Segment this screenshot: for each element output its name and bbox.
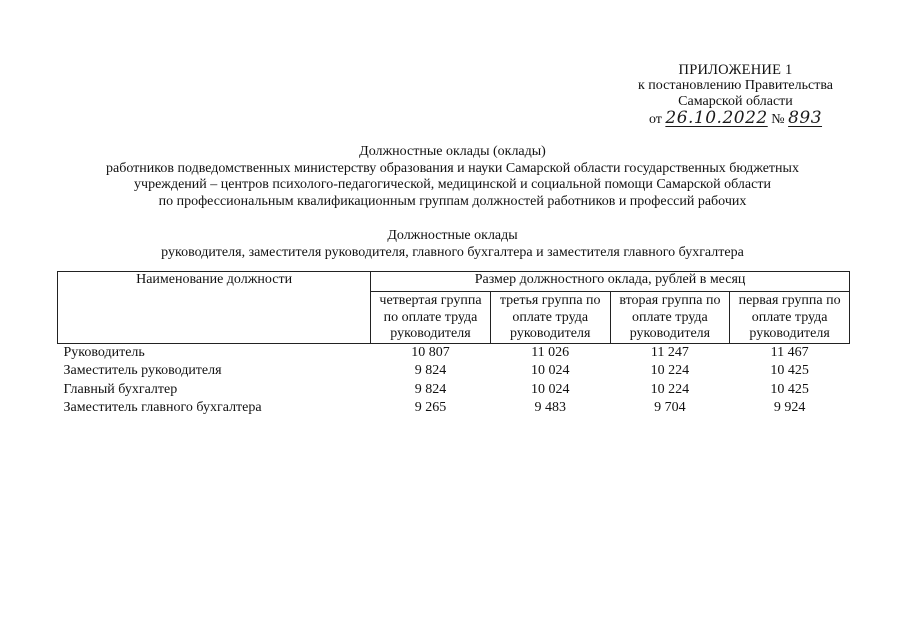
table-row	[58, 362, 850, 381]
row-position-name: Заместитель главного бухгалтера	[63, 400, 262, 415]
table-subtitle	[0, 227, 905, 261]
number-sign: №	[771, 112, 785, 127]
appendix-block	[638, 62, 833, 128]
row-value: 11 247	[650, 344, 689, 360]
row-value: 9 483	[534, 400, 566, 415]
date-prefix: от	[648, 112, 662, 127]
header-group-2: вторая группа по оплате труда руководителя	[610, 292, 730, 344]
table-row	[58, 343, 850, 362]
header-group-1: первая группа по оплате труда руководителя	[730, 292, 850, 344]
header-position-name: Наименование должности	[58, 272, 371, 344]
row-value: 9 265	[414, 400, 447, 415]
header-salary-size: Размер должностного оклада, рублей в месяц	[371, 272, 850, 292]
appendix-title: ПРИЛОЖЕНИЕ 1	[678, 62, 793, 78]
header-group-4: четвертая группа по оплате труда руководителя	[371, 292, 491, 344]
document-title	[0, 144, 905, 210]
row-value: 11 026	[531, 344, 570, 360]
row-position-name: Заместитель руководителя	[63, 363, 222, 378]
row-value: 11 467	[770, 344, 809, 360]
row-position-name: Главный бухгалтер	[63, 381, 178, 397]
table-subtitle-line-2: руководителя, заместителя руководителя, главного бухгалтера и заместителя главного бухгалтера	[161, 245, 744, 260]
document-title-line-4: по профессиональным квалификационным группам должностей работников и профессий рабочих	[158, 193, 747, 209]
row-position-name: Руководитель	[63, 344, 145, 360]
appendix-date-row	[638, 110, 833, 128]
row-value: 10 807	[411, 344, 450, 360]
appendix-line-decree: к постановлению Правительства	[637, 78, 833, 93]
row-value: 10 024	[530, 363, 570, 378]
document-title-line-3: учреждений – центров психолого-педагогической, медицинской и социальной помощи Самарской области	[134, 177, 771, 192]
row-value: 10 425	[770, 363, 809, 378]
row-value: 9 704	[654, 400, 686, 415]
handwritten-date: 26.10.2022	[665, 108, 768, 128]
table-row	[58, 399, 850, 418]
row-value: 9 824	[414, 363, 447, 378]
row-value: 9 824	[414, 381, 447, 397]
row-value: 10 425	[770, 381, 809, 397]
handwritten-number: 893	[788, 108, 823, 128]
table-subtitle-line-1: Должностные оклады	[387, 228, 518, 243]
header-group-3: третья группа по оплате труда руководителя	[490, 292, 610, 344]
row-value: 9 924	[773, 400, 806, 415]
document-title-line-1: Должностные оклады (оклады)	[359, 144, 546, 159]
row-value: 10 224	[650, 363, 690, 378]
table-row	[58, 381, 850, 400]
salary-table	[57, 271, 850, 418]
table-header-row-1	[58, 272, 850, 292]
appendix-line-region: Самарской области	[678, 94, 793, 109]
document-title-line-2: работников подведомственных министерству образования и науки Самарской области государственных бюджетных	[106, 160, 799, 176]
row-value: 10 024	[530, 381, 570, 397]
row-value: 10 224	[650, 381, 690, 397]
